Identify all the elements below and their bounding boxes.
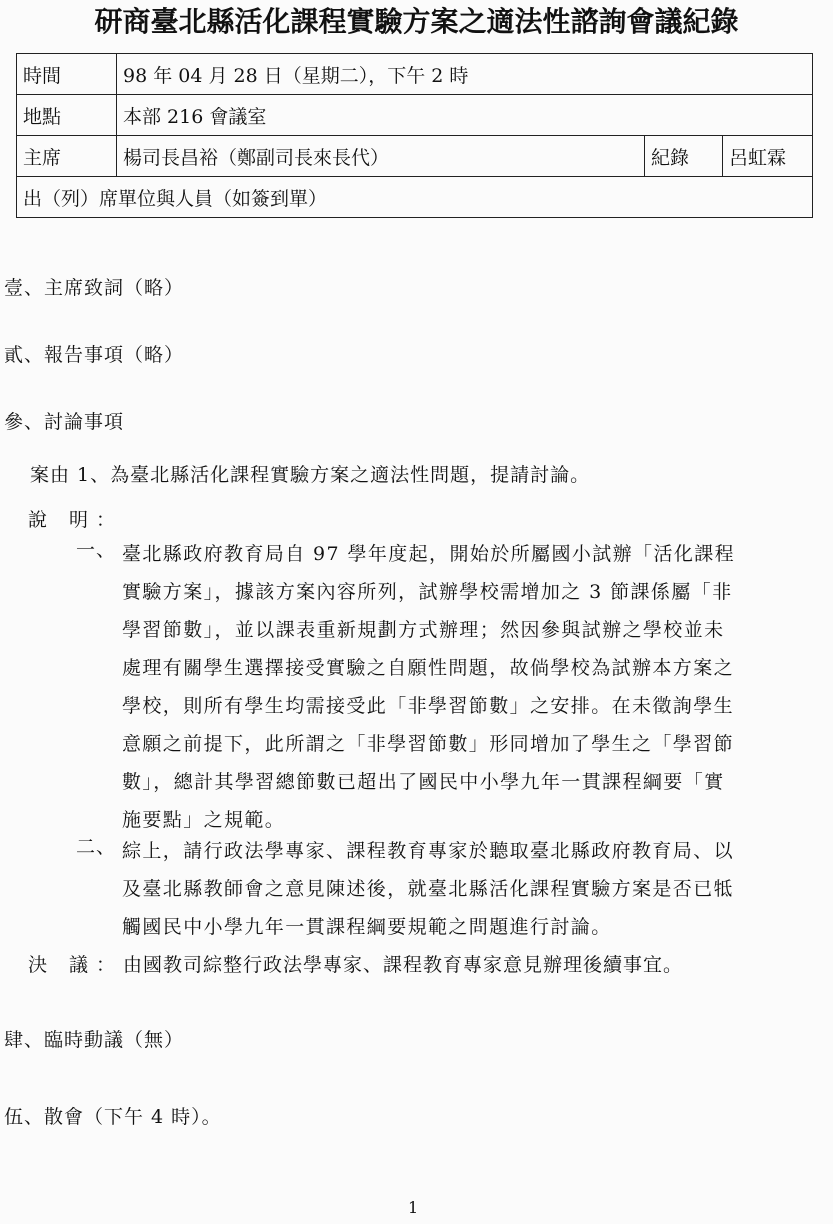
decision [28,950,683,977]
item-line: 綜上，請行政法學專家、課程教育專家於聽取臺北縣政府教育局、以 [122,840,735,862]
meeting-info-table [16,53,813,218]
item-line: 意願之前提下，此所謂之「非學習節數」形同增加了學生之「學習節 [122,733,735,755]
decision-text: 由國教司綜整行政法學專家、課程教育專家意見辦理後續事宜。 [123,954,684,976]
case-subject: 案由 1、為臺北縣活化課程實驗方案之適法性問題，提請討論。 [30,464,591,486]
item-number: 二、 [76,836,117,858]
section-five: 伍、散會（下午 4 時）。 [4,1106,222,1128]
chair-value: 楊司長昌裕（鄭副司長來長代） [117,136,645,177]
place-label: 地點 [17,95,117,136]
item-line: 臺北縣政府教育局自 97 學年度起，開始於所屬國小試辦「活化課程 [122,543,736,565]
decision-label: 決 議： [28,954,124,976]
item-line: 處理有關學生選擇接受實驗之自願性問題，故倘學校為試辦本方案之 [122,657,735,679]
record-value: 呂虹霖 [723,136,813,177]
place-value: 本部 216 會議室 [117,95,813,136]
page-number: 1 [408,1198,419,1217]
record-label: 紀錄 [645,136,723,177]
section-four: 肆、臨時動議（無） [4,1029,185,1051]
section-three: 參、討論事項 [4,411,125,433]
time-value: 98 年 04 月 28 日（星期二），下午 2 時 [117,54,813,95]
time-label: 時間 [17,54,117,95]
attendees-text: 出（列）席單位與人員（如簽到單） [17,177,813,218]
item-line: 觸國民中小學九年一貫課程綱要規範之問題進行討論。 [122,916,612,938]
explain-label: 說 明： [28,509,124,531]
item-line: 施要點」之規範。 [122,809,286,831]
section-one: 壹、主席致詞（略） [4,277,185,299]
item-number: 一、 [76,539,117,561]
chair-label: 主席 [17,136,117,177]
chair-row [17,136,813,177]
item-line: 學校，則所有學生均需接受此「非學習節數」之安排。在未徵詢學生 [122,695,735,717]
section-two: 貳、報告事項（略） [4,344,185,366]
time-row [17,54,813,95]
attendees-row [17,177,813,218]
item-line: 及臺北縣教師會之意見陳述後，就臺北縣活化課程實驗方案是否已牴 [122,878,735,900]
place-row [17,95,813,136]
item-line: 實驗方案」，據該方案內容所列，試辦學校需增加之 3 節課係屬「非 [122,581,733,603]
document-title: 研商臺北縣活化課程實驗方案之適法性諮詢會議紀錄 [94,5,739,38]
item-line: 學習節數」，並以課表重新規劃方式辦理；然因參與試辦之學校並未 [122,619,725,641]
item-line: 數」，總計其學習總節數已超出了國民中小學九年一貫課程綱要「實 [122,771,725,793]
